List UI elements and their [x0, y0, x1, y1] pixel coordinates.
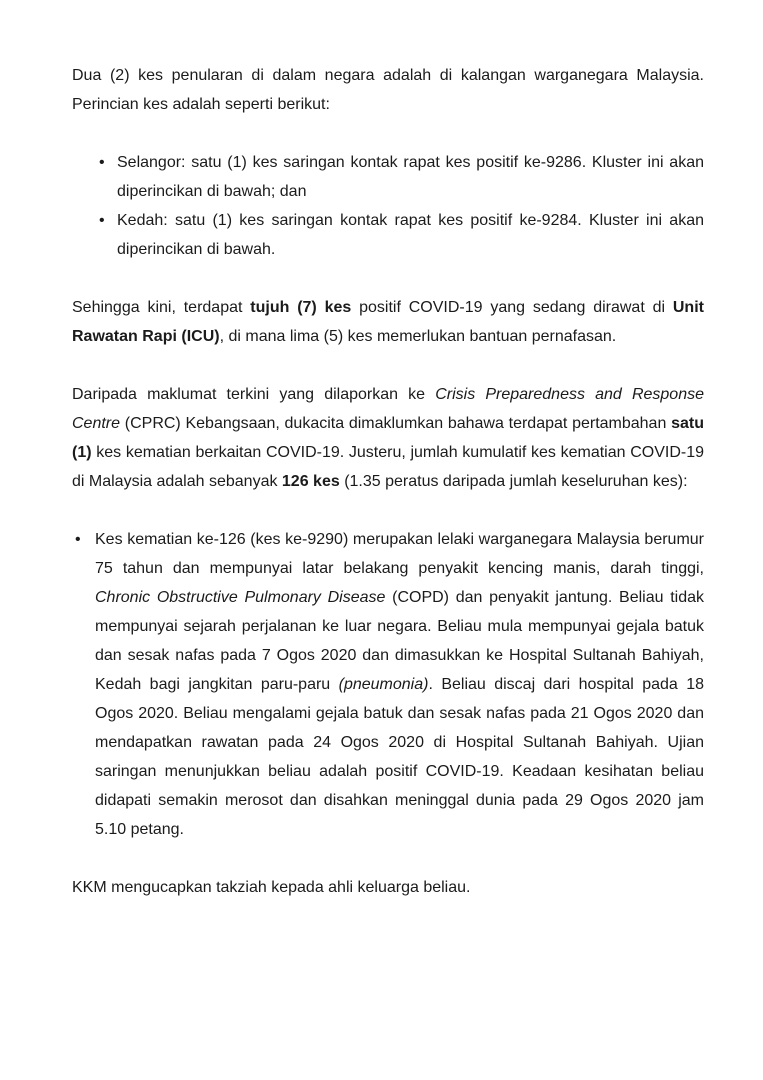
text-run: . Beliau discaj dari hospital pada 18 Ogos 2020. Beliau mengalami gejala batuk dan sesak nafas pada 21 Ogos 2020 dan mendapatkan rawatan pada 24 Ogos 2020 di Hospital Sultanah Bahiyah. Ujian saringan menunjukkan beliau adalah positif COVID-19. Keadaan kesihatan beliau didapati semakin merosot dan disahkan meninggal dunia pada 29 Ogos 2020 jam 5.10 petang. — [95, 676, 705, 838]
state-case-list — [72, 148, 704, 264]
text-run: Kes kematian ke-126 (kes ke-9290) merupakan lelaki warganegara Malaysia berumur 75 tahun dan mempunyai latar belakang penyakit kencing manis, darah tinggi, — [95, 531, 704, 577]
italic-text-run: Crisis Preparedness and Response Centre — [72, 386, 705, 432]
list-item-death-case-126 — [72, 525, 704, 844]
bold-text-run: tujuh (7) kes — [250, 299, 352, 316]
bold-text-run: Unit Rawatan Rapi (ICU) — [72, 299, 704, 345]
list-item-selangor-case — [72, 148, 704, 206]
list-item-text: Kedah: satu (1) kes saringan kontak rapat kes positif ke-9284. Kluster ini akan diperincikan di bawah. — [117, 212, 704, 258]
paragraph-icu-status — [72, 293, 704, 351]
text-run: Daripada maklumat terkini yang dilaporkan ke — [72, 386, 436, 403]
paragraph-death-update — [72, 380, 704, 496]
list-item-kedah-case — [72, 206, 704, 264]
bullet-marker: • — [75, 531, 81, 548]
death-case-list — [72, 525, 704, 844]
text-run: kes kematian berkaitan COVID-19. Justeru, jumlah kumulatif kes kematian COVID-19 di Malaysia adalah sebanyak — [72, 444, 704, 490]
bold-text-run: 126 kes — [281, 473, 340, 490]
paragraph-condolence: KKM mengucapkan takziah kepada ahli keluarga beliau. — [72, 879, 471, 896]
paragraph-local-transmission-intro: Dua (2) kes penularan di dalam negara adalah di kalangan warganegara Malaysia. Perincian kes adalah seperti berikut: — [72, 67, 704, 113]
text-run: (COPD) dan penyakit jantung. Beliau tidak mempunyai sejarah perjalanan ke luar negara. Beliau mula mempunyai gejala batuk dan sesak nafas pada 7 Ogos 2020 dan dimasukkan ke Hospital Sultanah Bahiyah, Kedah bagi jangkitan paru-paru — [95, 589, 704, 693]
text-run: (1.35 peratus daripada jumlah keseluruhan kes): — [339, 473, 688, 490]
italic-text-run: (pneumonia) — [338, 676, 429, 693]
bold-text-run: satu (1) — [72, 415, 704, 461]
text-run: (CPRC) Kebangsaan, dukacita dimaklumkan bahawa terdapat pertambahan — [120, 415, 672, 432]
bullet-marker: • — [99, 212, 105, 229]
text-run: , di mana lima (5) kes memerlukan bantuan pernafasan. — [219, 328, 617, 345]
text-run: Sehingga kini, terdapat — [72, 299, 251, 316]
italic-text-run: Chronic Obstructive Pulmonary Disease — [95, 589, 386, 606]
text-run: positif COVID-19 yang sedang dirawat di — [351, 299, 673, 316]
list-item-text: Selangor: satu (1) kes saringan kontak rapat kes positif ke-9286. Kluster ini akan diperincikan di bawah; dan — [117, 154, 704, 200]
bullet-marker: • — [99, 154, 105, 171]
